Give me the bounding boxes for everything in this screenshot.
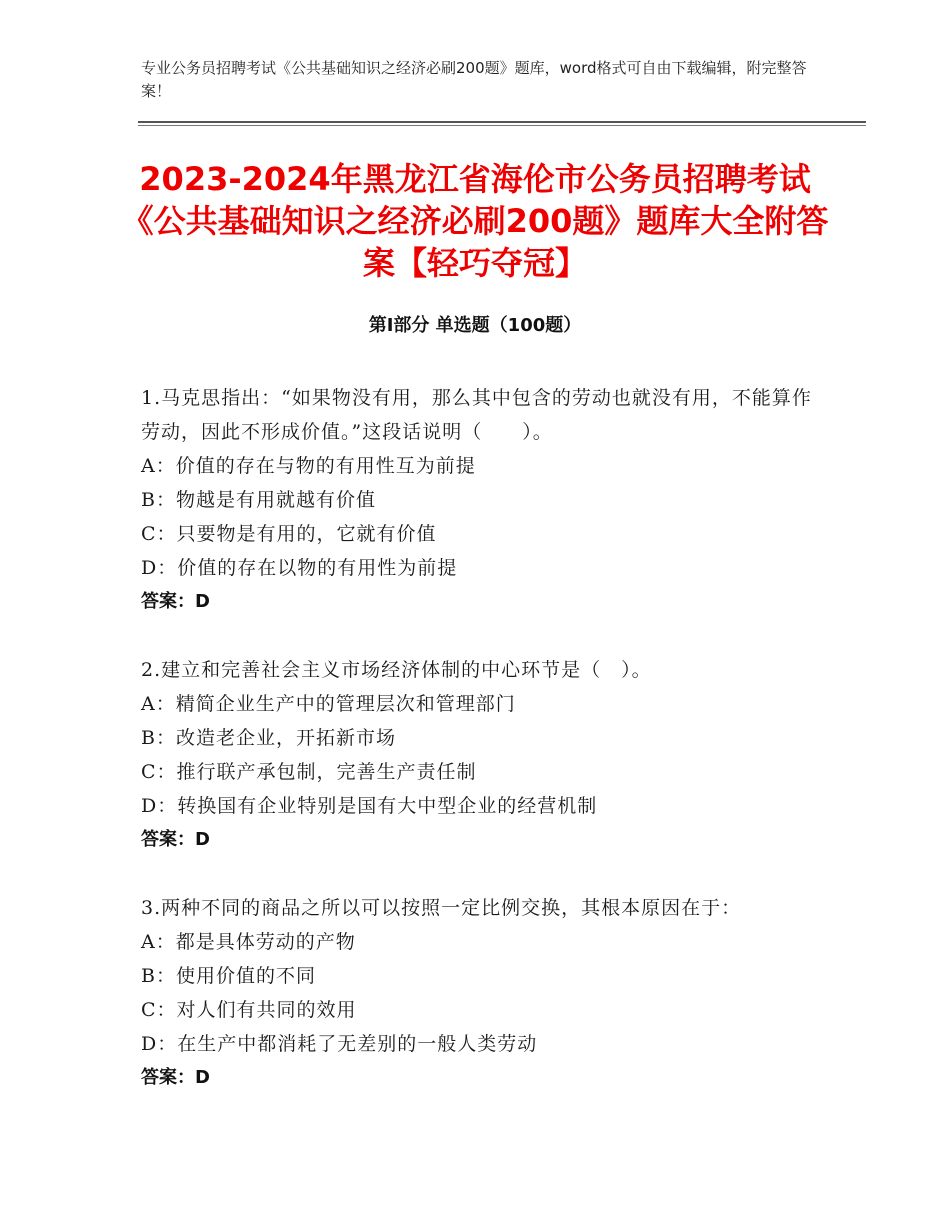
header-note: 专业公务员招聘考试《公共基础知识之经济必刷200题》题库，word格式可自由下载编辑，附完整答案！ xyxy=(141,59,807,100)
option-b: B：使用价值的不同 xyxy=(141,965,316,987)
question-answer: 答案：D xyxy=(141,591,210,612)
option-c: C：只要物是有用的，它就有价值 xyxy=(141,523,437,545)
option-d: D：价值的存在以物的有用性为前提 xyxy=(141,557,458,579)
question-stem: 2.建立和完善社会主义市场经济体制的中心环节是（ ）。 xyxy=(141,659,652,681)
option-a: A：都是具体劳动的产物 xyxy=(141,931,356,953)
question-list xyxy=(141,381,821,1129)
option-d: D：转换国有企业特别是国有大中型企业的经营机制 xyxy=(141,795,598,817)
option-d: D：在生产中都消耗了无差别的一般人类劳动 xyxy=(141,1033,538,1055)
option-b: B：改造老企业，开拓新市场 xyxy=(141,727,396,749)
question-2 xyxy=(141,653,821,857)
header-rule-thin xyxy=(138,125,866,126)
question-1 xyxy=(141,381,821,619)
section-title: 第Ⅰ部分 单选题（100题） xyxy=(368,315,582,336)
option-a: A：精简企业生产中的管理层次和管理部门 xyxy=(141,693,516,715)
option-c: C：推行联产承包制，完善生产责任制 xyxy=(141,761,477,783)
question-3 xyxy=(141,891,821,1095)
question-stem: 3.两种不同的商品之所以可以按照一定比例交换，其根本原因在于： xyxy=(141,897,742,919)
question-stem: 1.马克思指出：“如果物没有用，那么其中包含的劳动也就没有用，不能算作劳动，因此不形成价值。”这段话说明（ ）。 xyxy=(141,387,812,443)
document-title: 2023-2024年黑龙江省海伦市公务员招聘考试《公共基础知识之经济必刷200题》题库大全附答案【轻巧夺冠】 xyxy=(121,160,829,282)
question-answer: 答案：D xyxy=(141,829,210,850)
option-b: B：物越是有用就越有价值 xyxy=(141,489,376,511)
option-c: C：对人们有共同的效用 xyxy=(141,999,357,1021)
option-a: A：价值的存在与物的有用性互为前提 xyxy=(141,455,476,477)
question-answer: 答案：D xyxy=(141,1067,210,1088)
header-rule-thick xyxy=(138,121,866,123)
